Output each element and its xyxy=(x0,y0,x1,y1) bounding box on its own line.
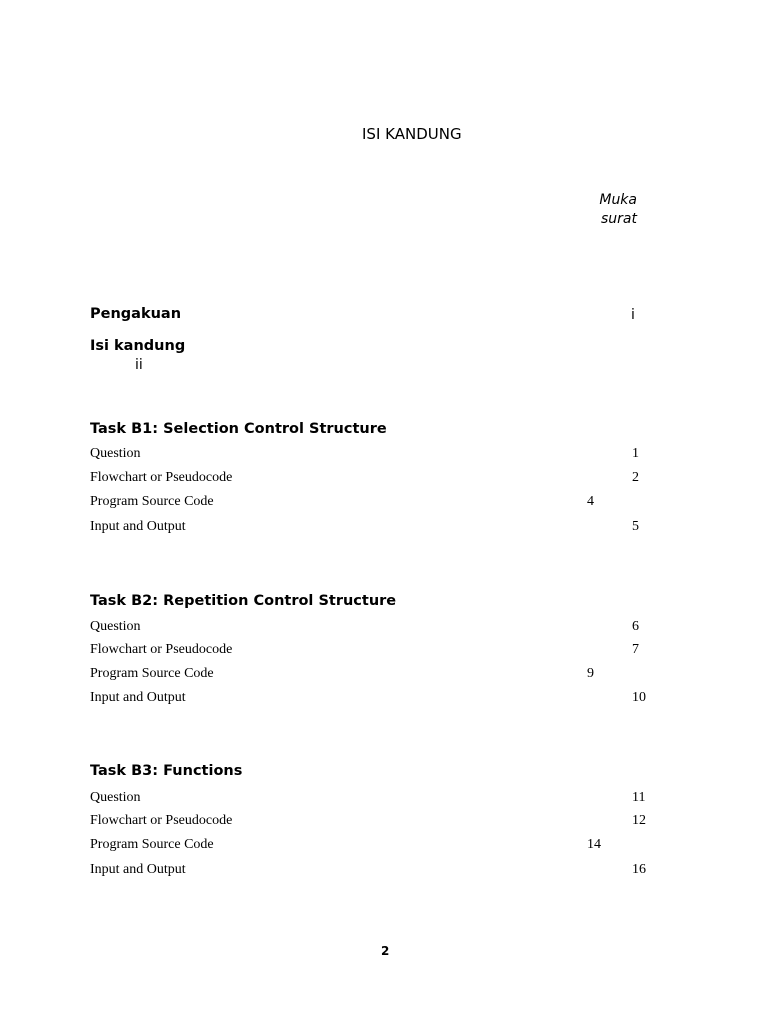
section-heading-b1: Task B1: Selection Control Structure xyxy=(90,421,387,437)
toc-row-label: Input and Output xyxy=(90,862,186,877)
toc-row-page: 4 xyxy=(587,494,594,509)
section-heading-b2: Task B2: Repetition Control Structure xyxy=(90,593,397,609)
toc-row-page: 5 xyxy=(632,519,639,534)
toc-row-label: Question xyxy=(90,790,141,805)
toc-row-page: 6 xyxy=(632,619,639,634)
toc-row-label: Input and Output xyxy=(90,519,186,534)
page-column-label-line2: surat xyxy=(601,211,637,227)
toc-row-page: 10 xyxy=(632,690,646,705)
toc-row-label: Input and Output xyxy=(90,690,186,705)
toc-row-page: 9 xyxy=(587,666,594,681)
page-column-label-line1: Muka xyxy=(599,192,637,208)
toc-row-page: 14 xyxy=(587,837,601,852)
toc-row-label: Flowchart or Pseudocode xyxy=(90,470,233,485)
toc-row-label: Question xyxy=(90,619,141,634)
page-title: ISI KANDUNG xyxy=(362,125,462,143)
toc-row-label: Program Source Code xyxy=(90,837,214,852)
toc-entry-pengakuan-page: i xyxy=(631,307,635,323)
toc-entry-pengakuan: Pengakuan xyxy=(90,306,182,322)
toc-row-label: Question xyxy=(90,446,141,461)
section-heading-b3: Task B3: Functions xyxy=(90,763,243,779)
page-column-label xyxy=(586,191,637,229)
toc-row-label: Program Source Code xyxy=(90,666,214,681)
toc-row-page: 7 xyxy=(632,642,639,657)
toc-row-page: 1 xyxy=(632,446,639,461)
footer-page-number: 2 xyxy=(381,944,390,958)
toc-row-page: 16 xyxy=(632,862,646,877)
toc-row-page: 12 xyxy=(632,813,646,828)
toc-entry-isi-kandung-page: ii xyxy=(135,357,143,373)
toc-row-label: Flowchart or Pseudocode xyxy=(90,813,233,828)
toc-entry-isi-kandung: Isi kandung xyxy=(90,338,186,354)
toc-row-page: 11 xyxy=(632,790,646,805)
toc-row-label: Flowchart or Pseudocode xyxy=(90,642,233,657)
toc-row-page: 2 xyxy=(632,470,639,485)
toc-row-label: Program Source Code xyxy=(90,494,214,509)
